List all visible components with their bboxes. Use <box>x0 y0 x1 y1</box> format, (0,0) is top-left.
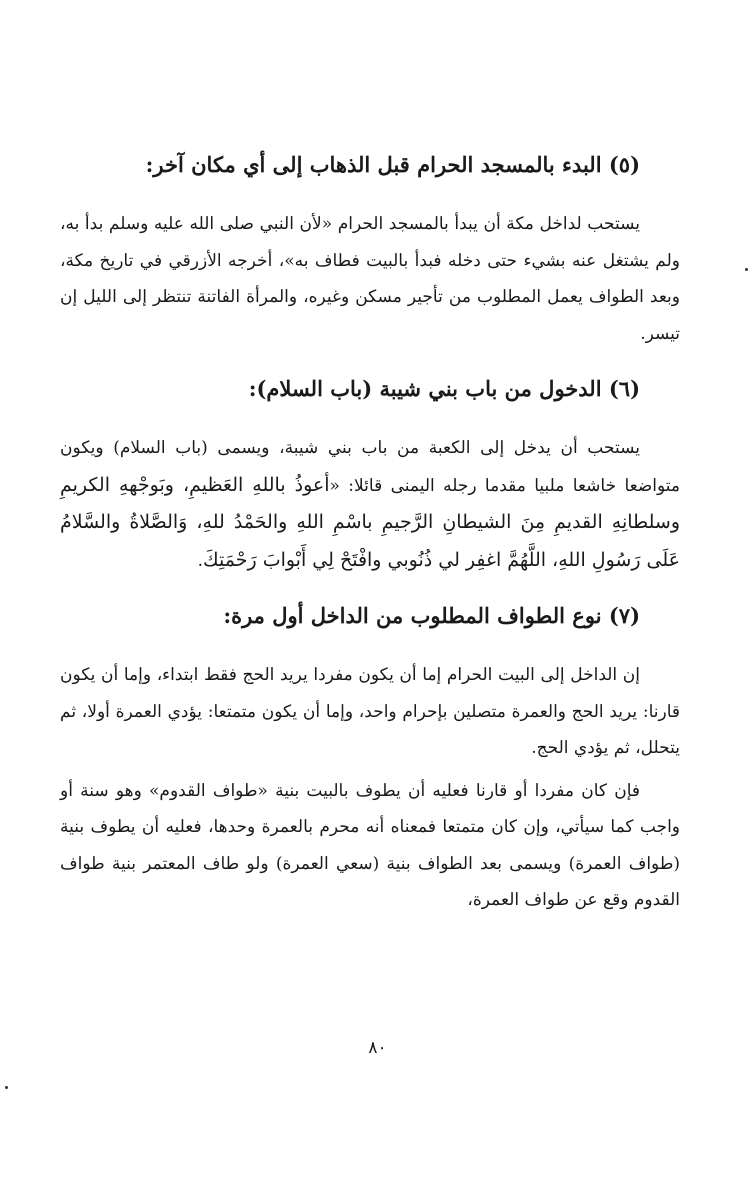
scan-speck-right <box>745 268 748 271</box>
scan-speck-left <box>5 1086 8 1089</box>
section-6-paragraph <box>60 430 680 579</box>
section-6-heading: (٦) الدخول من باب بني شيبة (باب السلام): <box>248 376 640 401</box>
section-7-paragraph-2: فإن كان مفردا أو قارنا فعليه أن يطوف بالبيت بنية «طواف القدوم» وهو سنة أو واجب كما سيأتي، وإن كان متمتعا فمعناه أنه محرم بالعمرة وحدها، فعليه أن يطوف بنية (طواف العمرة) ويسمى بعد الطواف بنية (سعي العمرة) ولو طاف المعتمر بنية طواف القدوم وقع عن طواف العمرة، <box>60 780 680 910</box>
section-6-end: . <box>197 550 203 571</box>
book-page <box>60 140 680 939</box>
section-7-paragraph-1: إن الداخل إلى البيت الحرام إما أن يكون مفردا يريد الحج فقط ابتداء، وإما أن يكون قارنا: يريد الحج والعمرة متصلين بإحرام واحد، وإما أن يكون متمتعا: يؤدي العمرة أولا، ثم يتحلل، ثم يؤدي الحج. <box>60 665 680 758</box>
section-7-heading: (٧) نوع الطواف المطلوب من الداخل أول مرة: <box>223 603 640 628</box>
section-6-supplication: أعوذُ باللهِ العَظيمِ، وبَوجْههِ الكريمِ وسلطانِهِ القديمِ مِنَ الشيطانِ الرَّجيمِ باسْمِ اللهِ والحَمْدُ للهِ، وَالصَّلاةُ والسَّلامُ عَلَى رَسُولِ اللهِ، اللَّهُمَّ اغفِر لي ذُنُوبي وافْتَحْ لِي أَبْوابَ رَحْمَتِكَ <box>60 473 680 571</box>
section-6-intro: يستحب أن يدخل إلى الكعبة من باب بني شيبة، ويسمى (باب السلام) ويكون متواضعا خاشعا ملبيا مقدما رجله اليمنى قائلا: « <box>60 438 680 496</box>
page-number: ٨٠ <box>368 1038 387 1058</box>
section-5-heading: (٥) البدء بالمسجد الحرام قبل الذهاب إلى أي مكان آخر: <box>145 152 640 177</box>
section-5-paragraph: يستحب لداخل مكة أن يبدأ بالمسجد الحرام «لأن النبي صلى الله عليه وسلم بدأ به، ولم يشتغل عنه بشيء حتى دخله فبدأ بالبيت فطاف به»، أخرجه الأزرقي في تاريخ مكة، وبعد الطواف يعمل المطلوب من تأجير مسكن وغيره، والمرأة الفاتنة تنتظر إلى الليل إن تيسر. <box>60 214 680 344</box>
